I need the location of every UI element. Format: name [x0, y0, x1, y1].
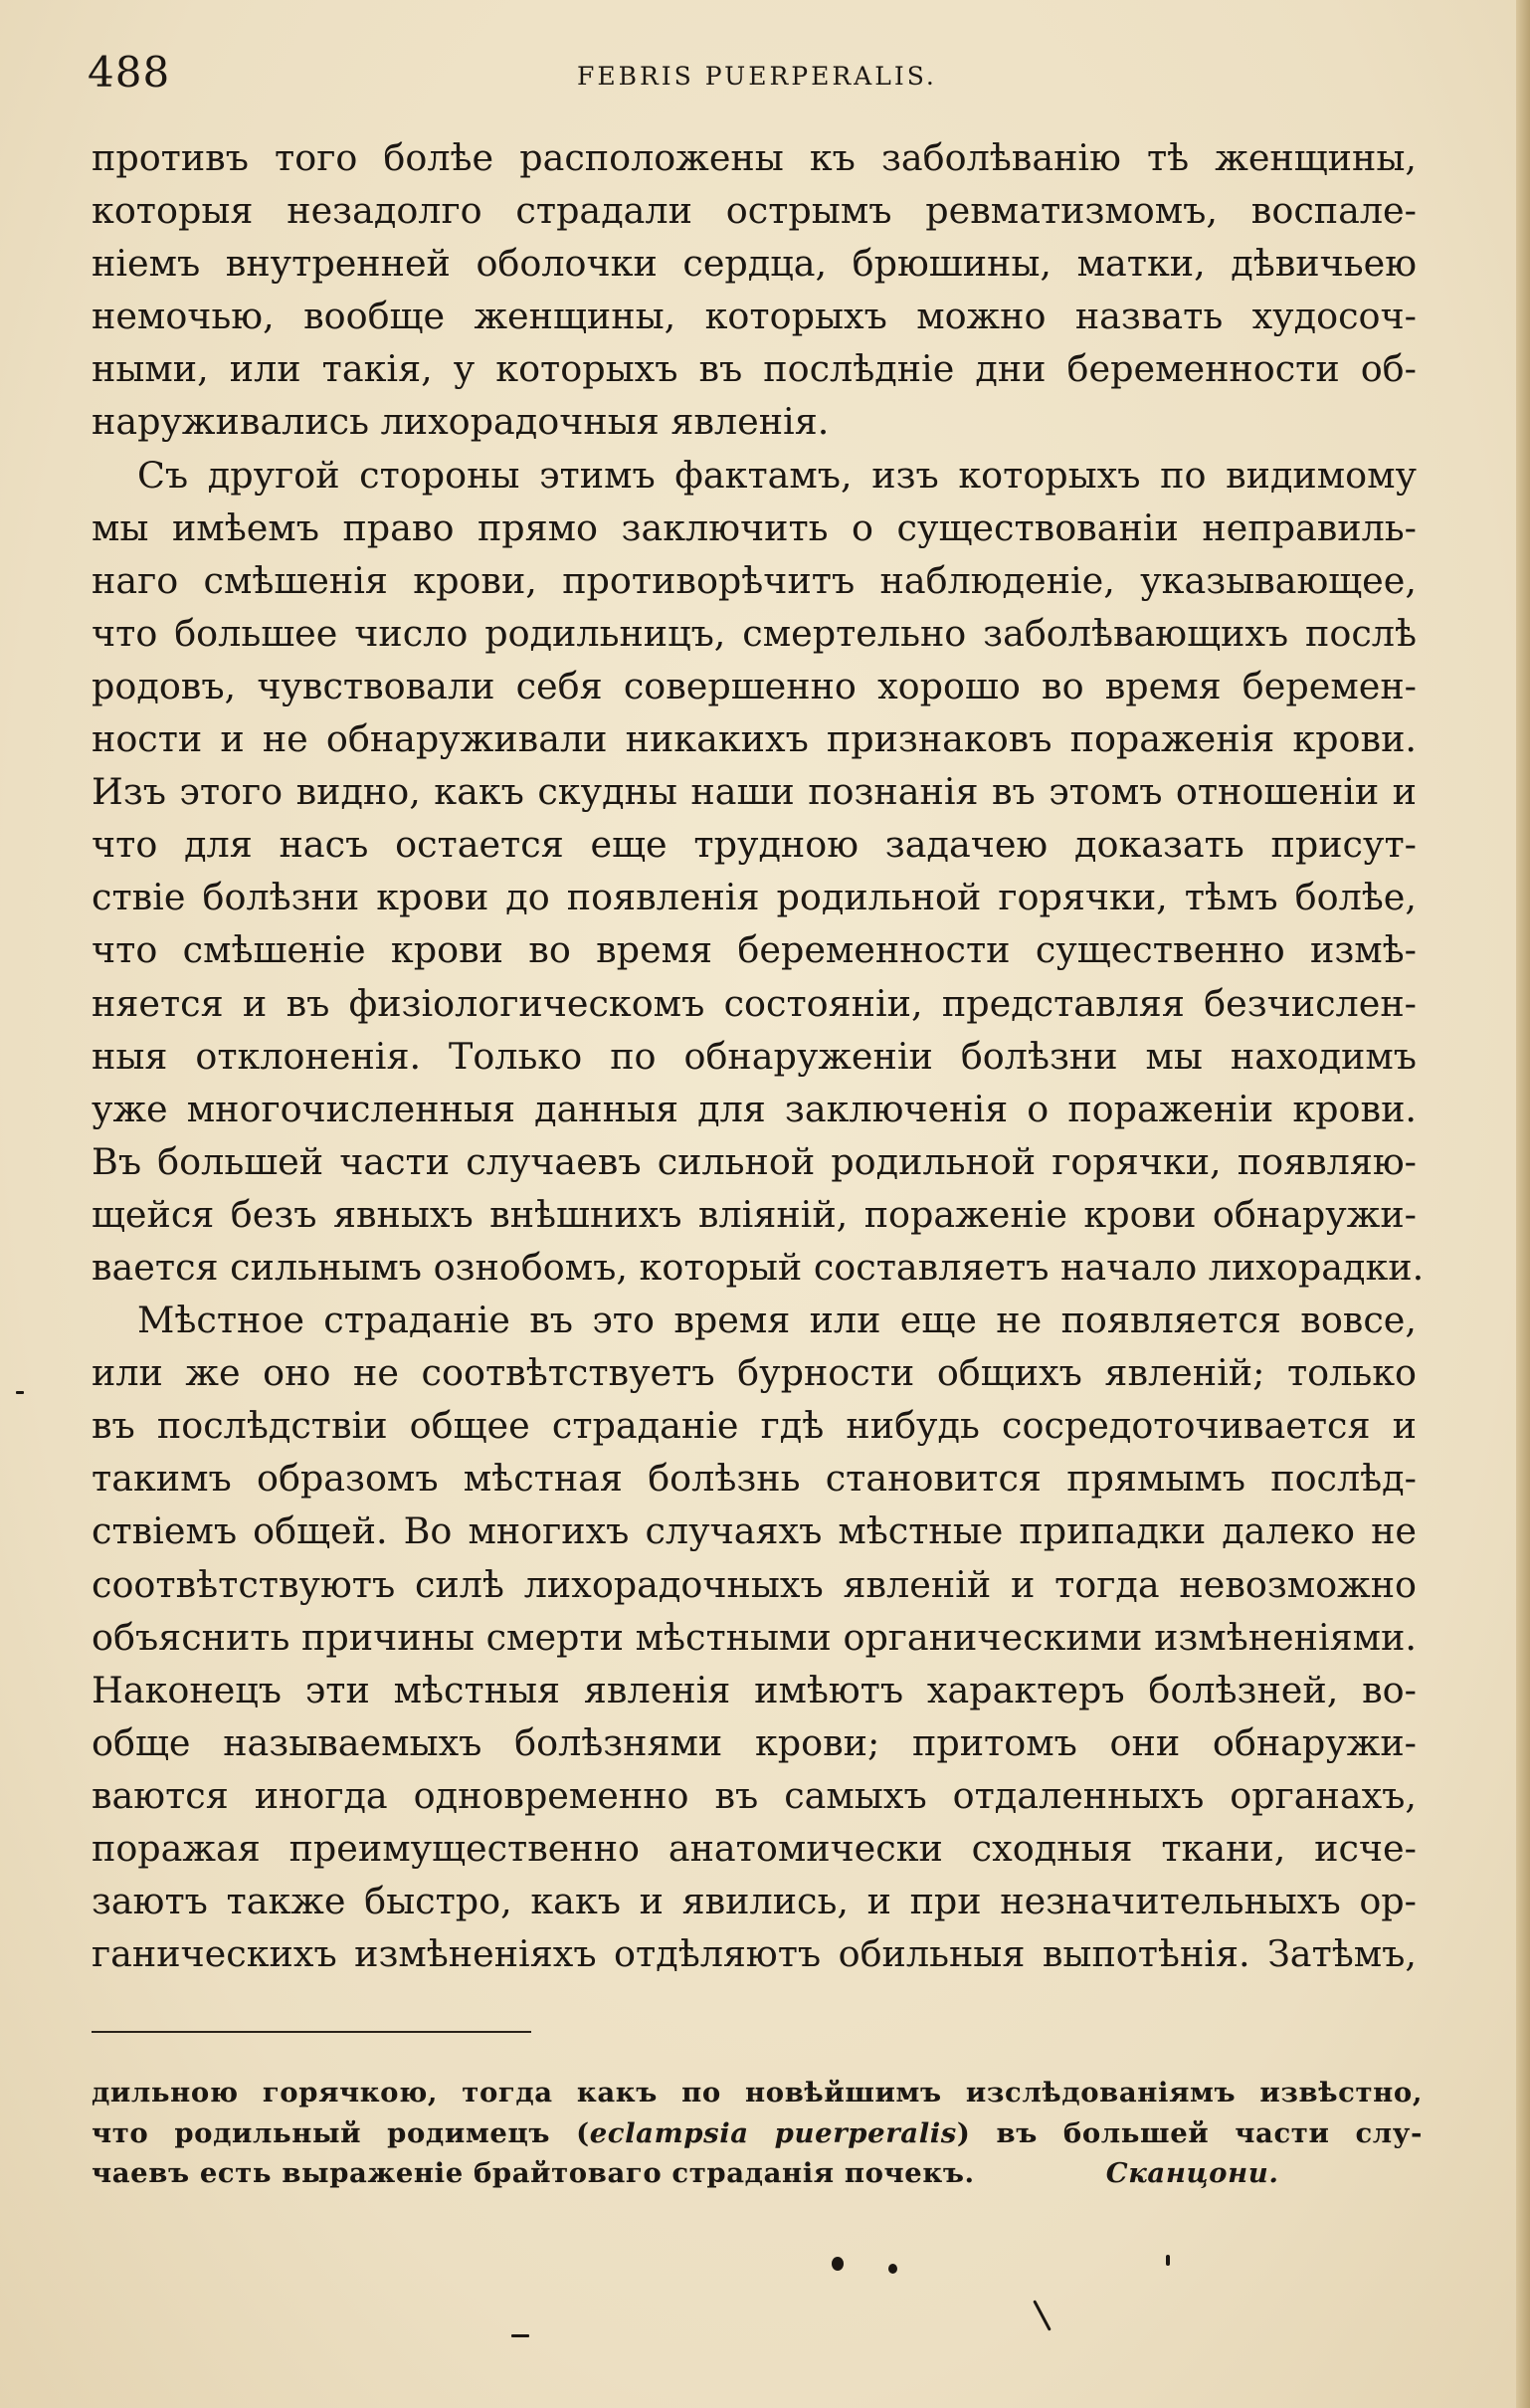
- text-line: вается сильнымъ ознобомъ, который составляетъ начало лихорадки.: [92, 1245, 1425, 1289]
- text-line: няется и въ физіологическомъ состояніи, представляя безчислен-: [92, 981, 1417, 1025]
- text-line: Изъ этого видно, какъ скудны наши познанія въ этомъ отношеніи и: [92, 770, 1417, 814]
- footnote-text: ) въ большей части слу-: [956, 2116, 1423, 2149]
- body-text: [92, 131, 1425, 1980]
- page-edge-shadow: [1516, 0, 1530, 2408]
- footnote-line: [92, 2113, 1423, 2154]
- text-line: немочью, вообще женщины, которыхъ можно назвать худосоч-: [92, 295, 1417, 338]
- text-line: ствіе болѣзни крови до появленія родильной горячки, тѣмъ болѣе,: [92, 876, 1417, 919]
- text-line: что большее число родильницъ, смертельно заболѣвающихъ послѣ: [92, 611, 1417, 655]
- text-line: наго смѣшенія крови, противорѣчитъ наблюденіе, указывающее,: [92, 558, 1417, 602]
- paragraph-start-line: Съ другой стороны этимъ фактамъ, изъ которыхъ по видимому: [137, 453, 1417, 497]
- text-line: такимъ образомъ мѣстная болѣзнь становится прямымъ послѣд-: [92, 1457, 1417, 1501]
- text-line: или же оно не соотвѣтствуетъ бурности общихъ явленій; только: [92, 1351, 1417, 1395]
- ink-speck: [888, 2264, 897, 2274]
- ink-speck: [1166, 2255, 1170, 2266]
- ink-speck: [16, 1391, 24, 1394]
- text-line: родовъ, чувствовали себя совершенно хорошо во время беремен-: [92, 664, 1417, 707]
- footnote-latin-term: eclampsia puerperalis: [589, 2116, 957, 2149]
- ink-speck: [832, 2257, 844, 2271]
- footnote-line: дильною горячкою, тогда какъ по новѣйшимъ изслѣдованіямъ извѣстно,: [92, 2077, 1423, 2108]
- footnote-line: [92, 2153, 1423, 2194]
- footnote-divider: [92, 2031, 531, 2033]
- text-line: что смѣшеніе крови во время беременности существенно измѣ-: [92, 928, 1417, 972]
- text-line: противъ того болѣе расположены къ заболѣванію тѣ женщины,: [92, 136, 1417, 179]
- ink-speck: [1033, 2300, 1052, 2330]
- text-line: объяснить причины смерти мѣстными органическими измѣненіями.: [92, 1615, 1417, 1659]
- text-line: ными, или такія, у которыхъ въ послѣдніе дни беременности об-: [92, 347, 1417, 391]
- text-line: ности и не обнаруживали никакихъ признаковъ пораженія крови.: [92, 717, 1417, 761]
- footnote-signature: Сканцони.: [1105, 2157, 1279, 2189]
- page-number: 488: [88, 48, 171, 97]
- text-line: ваются иногда одновременно въ самыхъ отдаленныхъ органахъ,: [92, 1773, 1417, 1817]
- text-line: ніемъ внутренней оболочки сердца, брюшины, матки, дѣвичьею: [92, 242, 1417, 286]
- text-line: Наконецъ эти мѣстныя явленія имѣютъ характеръ болѣзней, во-: [92, 1668, 1417, 1711]
- text-line: ствіемъ общей. Во многихъ случаяхъ мѣстные припадки далеко не: [92, 1509, 1417, 1553]
- text-line: которыя незадолго страдали острымъ ревматизмомъ, воспале-: [92, 189, 1417, 233]
- footnote-text: что родильный родимецъ (: [92, 2116, 590, 2149]
- text-line: ганическихъ измѣненіяхъ отдѣляютъ обильныя выпотѣнія. Затѣмъ,: [92, 1932, 1417, 1976]
- running-title: FEBRIS PUERPERALIS.: [577, 62, 937, 91]
- text-line: ныя отклоненія. Только по обнаруженіи болѣзни мы находимъ: [92, 1034, 1417, 1078]
- footnote: [92, 2073, 1423, 2194]
- text-line: въ послѣдствіи общее страданіе гдѣ нибудь сосредоточивается и: [92, 1404, 1417, 1448]
- footnote-text: чаевъ есть выраженіе брайтоваго страданія почекъ.: [92, 2157, 975, 2189]
- text-line: щейся безъ явныхъ внѣшнихъ вліяній, пораженіе крови обнаружи-: [92, 1192, 1417, 1236]
- text-line: соотвѣтствуютъ силѣ лихорадочныхъ явленій и тогда невозможно: [92, 1562, 1417, 1606]
- ink-speck: [511, 2334, 529, 2337]
- text-line: Въ большей части случаевъ сильной родильной горячки, появляю-: [92, 1139, 1417, 1183]
- text-line: что для насъ остается еще трудною задачею доказать присут-: [92, 823, 1417, 867]
- text-line: поражая преимущественно анатомически сходныя ткани, исче-: [92, 1827, 1417, 1870]
- paragraph-start-line: Мѣстное страданіе въ это время или еще не появляется вовсе,: [137, 1299, 1417, 1342]
- text-line: наруживались лихорадочныя явленія.: [92, 400, 830, 444]
- text-line: обще называемыхъ болѣзнями крови; притомъ они обнаружи-: [92, 1720, 1417, 1764]
- text-line: мы имѣемъ право прямо заключить о существованіи неправиль-: [92, 505, 1417, 549]
- text-line: заютъ также быстро, какъ и явились, и при незначительныхъ ор-: [92, 1880, 1417, 1923]
- text-line: уже многочисленныя данныя для заключенія о пораженіи крови.: [92, 1087, 1417, 1130]
